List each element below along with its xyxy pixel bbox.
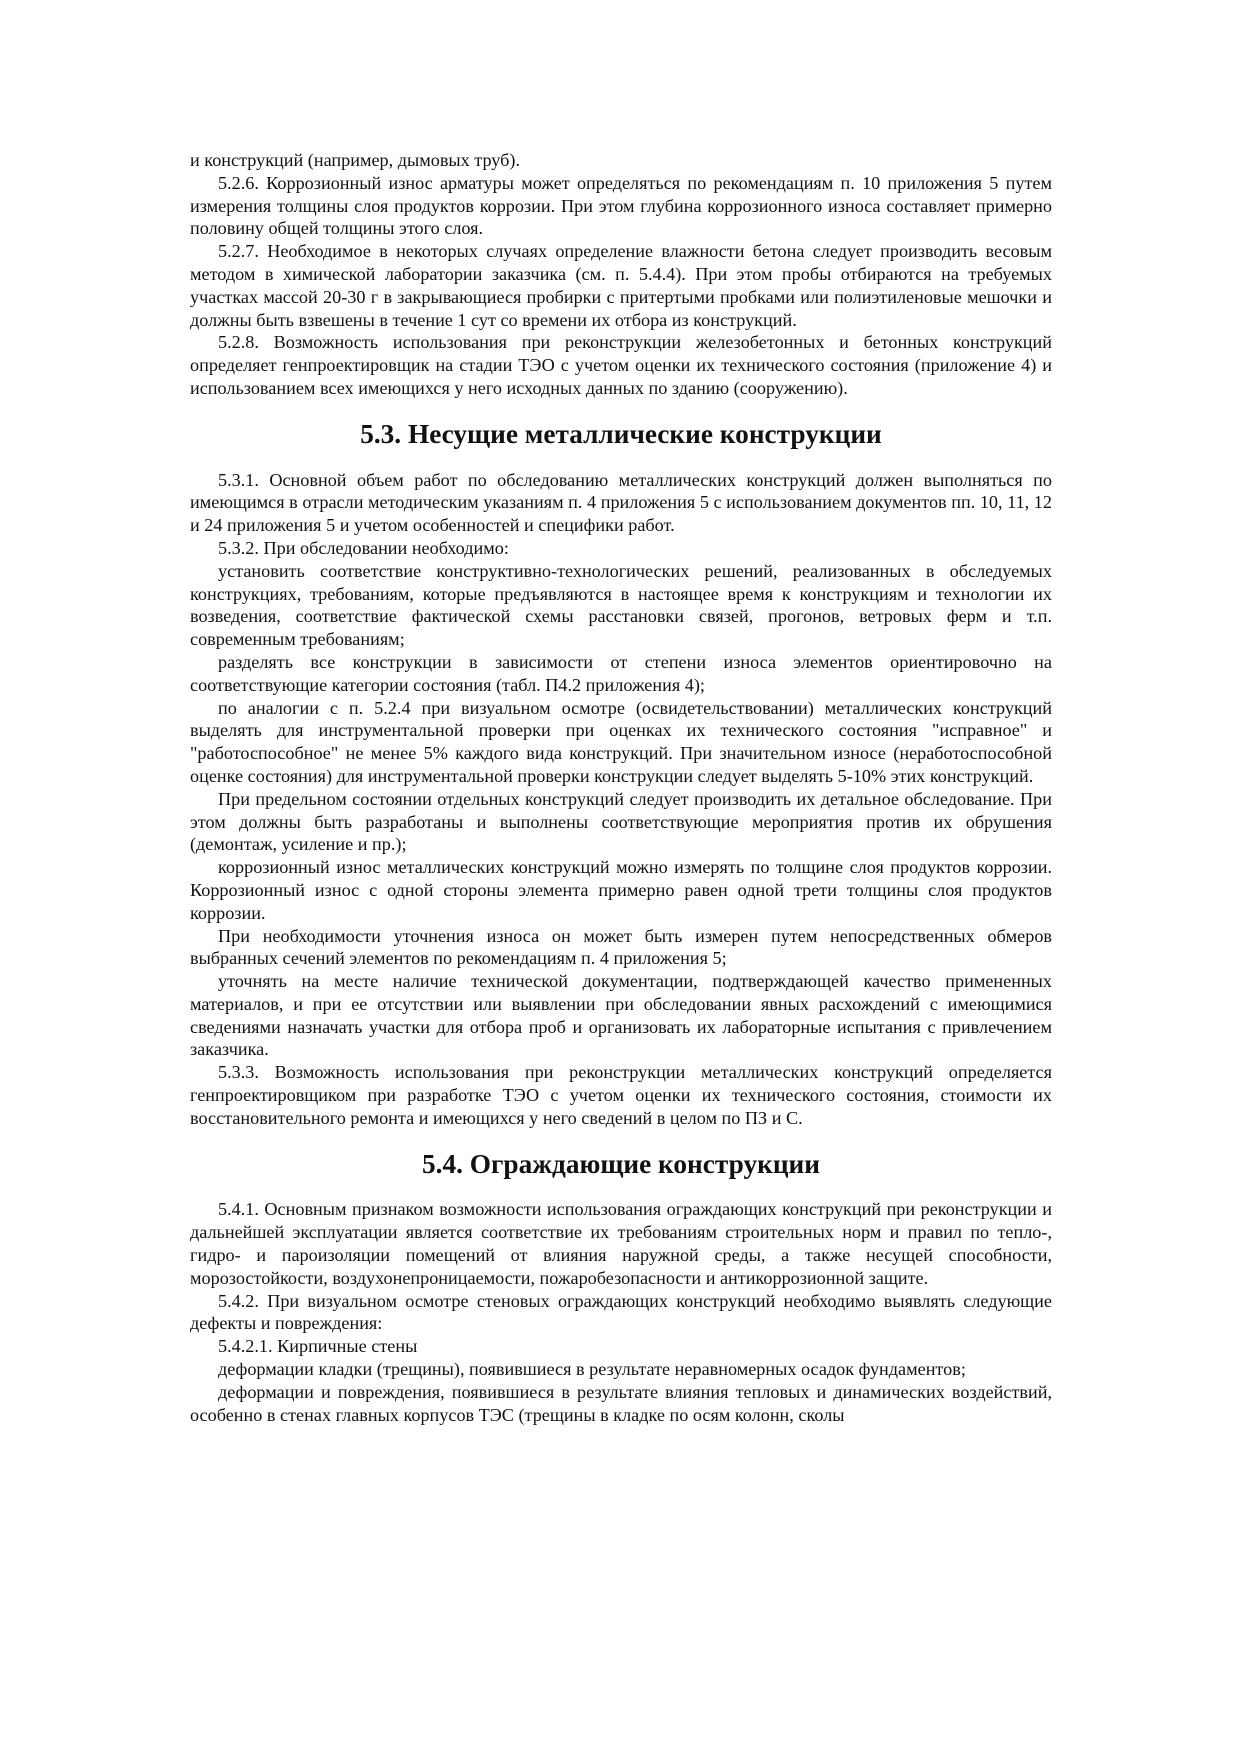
paragraph-5-4-1: 5.4.1. Основным признаком возможности использования ограждающих конструкций при реконструкции и дальнейшей эксплуатации является соответствие их требованиям строительных норм и правил по тепло-, гидро- и пароизоляции помещений от влияния наружной среды, а также несущей способности, морозостойкости, воздухонепроницаемости, пожаробезопасности и антикоррозионной защите. — [190, 1199, 1052, 1288]
paragraph-continuation: и конструкций (например, дымовых труб). — [190, 150, 521, 170]
list-item-instrumental-check: по аналогии с п. 5.2.4 при визуальном осмотре (освидетельствовании) металлических конструкций выделять для инструментальной проверки при оценках их технического состояния "исправное" и "работоспособное" не менее 5% каждого вида конструкций. При значительном износе (неработоспособной оценке состояния) для инструментальной проверки конструкции следует выделять 5-10% этих конструкций. — [190, 697, 1052, 786]
list-item-categorize-structures: разделять все конструкции в зависимости от степени износа элементов ориентировочно на соответствующие категории состояния (табл. П4.2 приложения 4); — [190, 651, 1052, 695]
paragraph-5-2-6: 5.2.6. Коррозионный износ арматуры может определяться по рекомендациям п. 10 приложения 5 путем измерения толщины слоя продуктов коррозии. При этом глубина коррозионного износа составляет примерно половину общей толщины этого слоя. — [190, 172, 1052, 239]
paragraph-5-4-2: 5.4.2. При визуальном осмотре стеновых ограждающих конструкций необходимо выявлять следующие дефекты и повреждения: — [190, 1290, 1052, 1334]
paragraph-limit-state: При предельном состоянии отдельных конструкций следует производить их детальное обследование. При этом должны быть разработаны и выполнены соответствующие мероприятия против их обрушения (демонтаж, усиление и пр.); — [190, 788, 1052, 855]
list-item-thermal-dynamic-damage: деформации и повреждения, появившиеся в результате влияния тепловых и динамических воздействий, особенно в стенах главных корпусов ТЭС (трещины в кладке по осям колонн, сколы — [190, 1381, 1052, 1425]
paragraph-5-2-8: 5.2.8. Возможность использования при реконструкции железобетонных и бетонных конструкций определяет генпроектировщик на стадии ТЭО с учетом оценки их технического состояния (приложение 4) и использованием всех имеющихся у него исходных данных по зданию (сооружению). — [190, 332, 1052, 398]
section-heading-5-4: 5.4. Ограждающие конструкции — [421, 1148, 821, 1179]
paragraph-wear-measurement: При необходимости уточнения износа он может быть измерен путем непосредственных обмеров выбранных сечений элементов по рекомендациям п. 4 приложения 5; — [190, 925, 1052, 969]
paragraph-5-3-2: 5.3.2. При обследовании необходимо: — [218, 537, 509, 558]
list-item-masonry-deformation: деформации кладки (трещины), появившиеся в результате неравномерных осадок фундаментов; — [218, 1359, 966, 1380]
list-item-documentation-check: уточнять на месте наличие технической документации, подтверждающей качество примененных материалов, и при ее отсутствии или выявлении при обследовании явных расхождений с имеющимися сведениями назначать участки для отбора проб и организовать их лабораторные испытания с привлечением заказчика. — [190, 971, 1052, 1060]
list-item-corrosion-wear: коррозионный износ металлических конструкций можно измерять по толщине слоя продуктов коррозии. Коррозионный износ с одной стороны элемента примерно равен одной трети толщины слоя продуктов коррозии. — [190, 857, 1052, 923]
paragraph-5-4-2-1: 5.4.2.1. Кирпичные стены — [218, 1336, 418, 1357]
document-page — [190, 149, 1052, 1426]
section-heading-5-3: 5.3. Несущие металлические конструкции — [360, 418, 882, 449]
paragraph-5-2-7: 5.2.7. Необходимое в некоторых случаях определение влажности бетона следует производить весовым методом в химической лаборатории заказчика (см. п. 5.4.4). При этом пробы отбираются на требуемых участках массой 20-30 г в закрывающиеся пробирки с притертыми пробками или полиэтиленовые мешочки и должны быть взвешены в течение 1 сут со времени их отбора из конструкций. — [190, 241, 1052, 330]
paragraph-5-3-3: 5.3.3. Возможность использования при реконструкции металлических конструкций определяется генпроектировщиком при разработке ТЭО с учетом оценки их технического состояния, стоимости их восстановительного ремонта и имеющихся у него сведений в целом по ПЗ и С. — [190, 1062, 1052, 1128]
paragraph-5-3-1: 5.3.1. Основной объем работ по обследованию металлических конструкций должен выполняться по имеющимся в отрасли методическим указаниям п. 4 приложения 5 с использованием документов пп. 10, 11, 12 и 24 приложения 5 и учетом особенностей и специфики работ. — [190, 469, 1052, 536]
list-item-establish-compliance: установить соответствие конструктивно-технологических решений, реализованных в обследуемых конструкциях, требованиям, которые предъявляются в настоящее время к конструкциям и технологии их возведения, соответствие фактической схемы расстановки связей, прогонов, ветровых ферм и т.п. современным требованиям; — [190, 560, 1052, 650]
